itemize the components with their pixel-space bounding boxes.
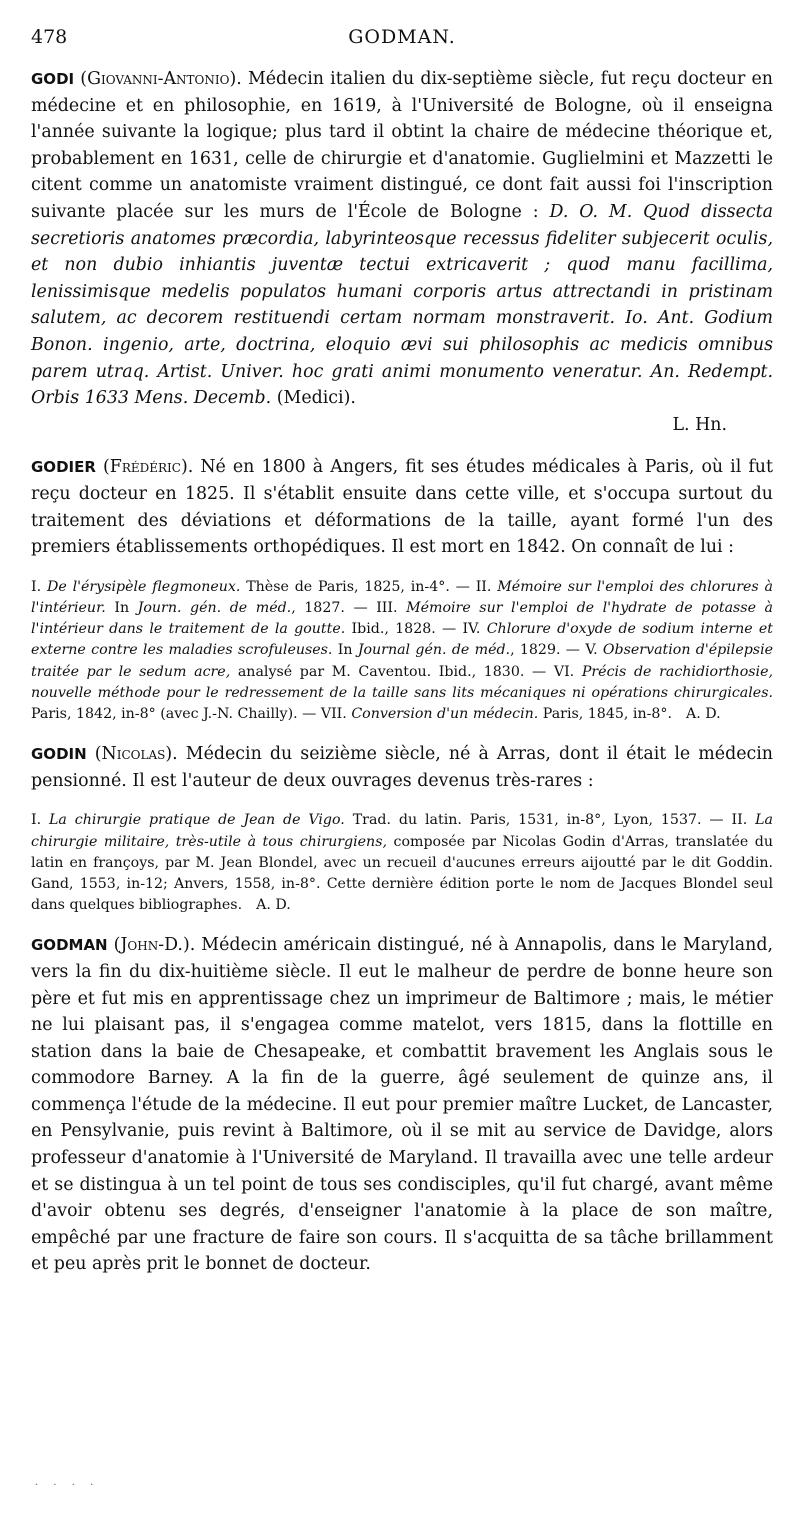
bib-pub: , 1829. — (510, 642, 586, 659)
entry-godin (31, 741, 773, 916)
bib-num: VI. (553, 663, 575, 680)
bib-num: II. (475, 578, 492, 595)
bib-title: La chirurgie pratique de Jean de Vigo. (49, 812, 345, 829)
bib-title: Précis de rachidiorthosie, nouvelle méthode pour le redressement de la taille sans lits mécaniques ni opérations chirurgicales. (31, 663, 773, 701)
entry-headword: GODMAN (31, 936, 108, 955)
author-signature: L. Hn. (672, 414, 727, 435)
bib-pub: analysé par M. Caventou. Ibid., 1830. — (230, 663, 554, 680)
author-signature: A. D. (256, 897, 291, 914)
entry-body (31, 741, 773, 794)
bib-title: La chirurgie militaire, très-utile à tous chirurgiens, (31, 812, 773, 850)
entry-given-name: (Nicolas). (94, 744, 178, 765)
entry-body (31, 454, 773, 560)
entry-text: Né en 1800 à Angers, fit ses études médicales à Paris, où il fut reçu docteur en 1825. Il s'établit ensuite dans cette ville, et s'occupa surtout du traitement des déviations et déformations de la taille, ayant formé l'un des premiers établissements orthopédiques. Il est mort en 1842. On connaît de lui : (31, 457, 773, 558)
bibliography (31, 810, 773, 916)
entry-given-name: (Giovanni-Antonio). (80, 69, 242, 89)
bib-title: De l'érysipèle flegmoneux. (46, 578, 241, 595)
latin-inscription: D. O. M. Quod dissecta secretioris anatomes præcordia, labyrinteosque recessus fideliter subjecerit oculis, et non dubio inhiantis juventæ tectui extricaverit ; quod manu facillima, lenissimisque medelis populatos humani corporis artus attrectandi in pristinam salutem, ac decorem restituendi certam normam monstraverit. Io. Ant. Godium Bonon. ingenio, arte, doctrina, eloquio ævi sui philosophis ac medicis omnibus parem utraq. Artist. Univer. hoc grati animi monumento veneratur. An. Redempt. Orbis 1633 Mens. Decemb. (31, 201, 773, 409)
bibliography (31, 577, 773, 725)
entry-text: Médecin italien du dix-septième siècle, fut reçu docteur en médecine et en philosophie, en 1619, à l'Université de Bologne, où il enseigna l'année suivante la logique; plus tard il obtint la chaire de médecine théorique et, probablement en 1631, celle de chirurgie et d'anatomie. Guglielmini et Mazzetti le citent comme un anatomiste vraiment distingué, ce dont fait aussi foi l'inscription suivante placée sur les murs de l'École de Bologne : (31, 69, 774, 222)
bib-pub: composée par Nicolas Godin d'Arras, translatée du latin en françoys, par M. Jean Blondel, avec un recueil d'aucunes erreurs aijoutté par le dit Goddin. Gand, 1553, in-12; Anvers, 1558, in-8°. Cette dernière édition porte le nom de Jacques Blondel seul dans quelques bibliographes. (31, 833, 773, 914)
entry-headword: GODIER (31, 458, 96, 477)
bib-num: II. (731, 812, 748, 829)
bib-title: Chlorure d'oxyde de sodium interne et externe contre les maladies scrofuleuses. (31, 621, 774, 659)
bib-journal: Journal gén. de méd. (357, 642, 511, 659)
bib-num: III. (376, 599, 398, 616)
bib-title: Mémoire sur l'emploi de l'hydrate de potasse à l'intérieur dans le traitement de la goutte. (31, 599, 774, 638)
entry-given-name: (John-D.). (113, 935, 196, 956)
bib-num: I. (31, 812, 42, 829)
page-specks: · · · · (35, 1480, 100, 1491)
running-head: GODMAN. (348, 26, 456, 48)
bib-pub: Paris, 1845, in-8°. (538, 705, 673, 722)
entry-body (31, 66, 773, 412)
bib-title: Conversion d'un médecin. (351, 705, 539, 722)
entry-text: Médecin américain distingué, né à Annapolis, dans le Maryland, vers la fin du dix-huitième siècle. Il eut le malheur de perdre de bonne heure son père et fut mis en apprentissage chez un imprimeur de Baltimore ; mais, le métier ne lui plaisant pas, il s'engagea comme matelot, vers 1815, dans la flottille en station dans la baie de Chesapeake, et combattit bravement les Anglais sous le commodore Barney. A la fin de la guerre, âgé seulement de quinze ans, il commença l'étude de la médecine. Il eut pour premier maître Lucket, de Lancaster, en Pensylvanie, puis revint à Baltimore, où il se mit au service de Davidge, alors professeur d'anatomie à l'Université de Maryland. Il travailla avec une telle ardeur et se distingua à un tel point de tous ses condisciples, qu'il fut chargé, avant même d'avoir obtenu ses degrés, d'enseigner l'anatomie à la place de son maître, empêché par une fracture de faire son cours. Il s'acquitta de sa tâche brillamment et peu après prit le bonnet de docteur. (31, 935, 773, 1275)
entry-text: Médecin du seizième siècle, né à Arras, dont il était le médecin pensionné. Il est l'auteur de deux ouvrages devenus très-rares : (31, 744, 774, 791)
bib-pub: Thèse de Paris, 1825, in-4°. — (240, 578, 476, 595)
bib-num: IV. (462, 621, 481, 638)
bib-pub: Paris, 1842, in-8° (avec J.-N. Chailly). — (31, 705, 321, 722)
bib-pub: Ibid., 1828. — (345, 621, 463, 638)
entry-text-tail: (Medici). (271, 388, 356, 409)
page (31, 0, 773, 1294)
author-signature: A. D. (686, 705, 721, 722)
bib-num: I. (31, 578, 42, 595)
entry-headword: GODIN (31, 745, 87, 764)
entry-body (31, 932, 773, 1278)
bib-pub: In (332, 642, 358, 659)
bib-num: VII. (320, 705, 347, 722)
bib-journal: Journ. gén. de méd. (137, 599, 292, 616)
bib-num: V. (585, 642, 598, 659)
bib-title: Observation d'épilepsie traitée par le sedum acre, (31, 642, 774, 680)
bib-pub: In (105, 599, 138, 616)
bib-title: Mémoire sur l'emploi des chlorures à l'intérieur. (31, 578, 773, 616)
entry-godi (31, 66, 773, 438)
page-number: 478 (31, 26, 68, 48)
entry-godman (31, 932, 773, 1278)
entry-godier (31, 454, 773, 725)
page-header (31, 26, 773, 66)
entry-given-name: (Frédéric). (102, 457, 194, 478)
bib-pub: Trad. du latin. Paris, 1531, in-8°, Lyon, 1537. — (344, 812, 732, 829)
entry-headword: GODI (31, 70, 75, 88)
bib-pub: , 1827. — (291, 599, 377, 616)
